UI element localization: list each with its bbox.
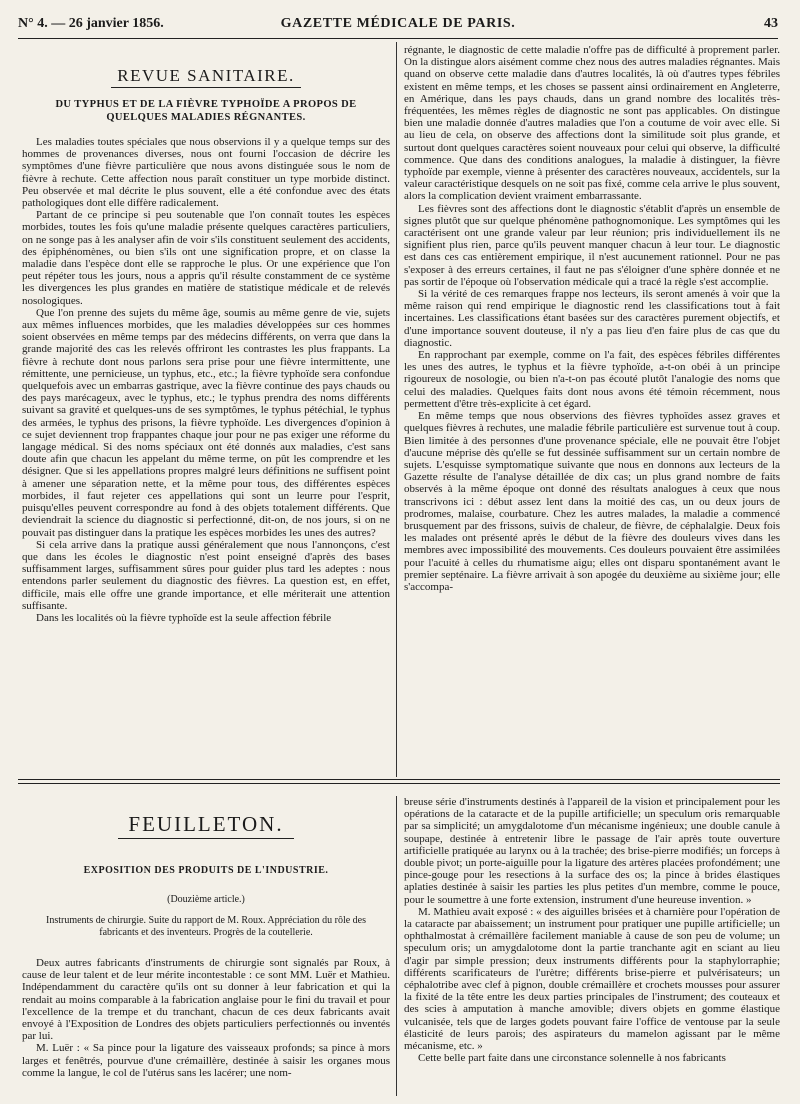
paragraph: Deux autres fabricants d'instruments de chirurgie sont signalés par Roux, à cause de leur talent et de leur mérite incontestable : ce sont MM. Luër et Mathieu. Indépendamment du caractère qu'ils ont su donner à leur fabrication et qui la rendait au moins comparable à la fabrication anglaise pour le fini du travail et pour l'excellence de la trempe et du tranchant, chacun de ces deux fabricants avait envoyé à l'Exposition de Londres des objets particuliers perfectionnés ou inventés par lui. (22, 957, 390, 1043)
paragraph: Si la vérité de ces remarques frappe nos lecteurs, ils seront amenés à voir que la même raison qui rend empirique le diagnostic rend les classifications tout à fait incertaines. Les classifications étant basées sur des caractères purement objectifs, et d'une importance souvent douteuse, il n'y a pas lieu d'en faire plus de cas que du diagnostic. (404, 288, 780, 349)
revue-right-column (404, 44, 780, 777)
section-heading (22, 66, 390, 86)
journal-title: GAZETTE MÉDICALE DE PARIS. (280, 16, 516, 31)
paragraph: M. Mathieu avait exposé : « des aiguilles brisées et à charnière pour l'opération de la cataracte par abaissement; un instrument pour pratiquer une pupille artificielle; un ophthalmostat à crémaillère facilement maniable à cause de son peu de volume; un speculum oris; un amygdalotome dont la partie tranchante agit en sciant au lieu d'agir par simple pression; deux instruments différents pour la staphylorraphie; différents scarificateurs de l'urètre; différents brise-pierre et pulvérisateurs; un céphalotribe avec clef à pignon, double crémaillère et crochets mousses pour assurer la fixité de la tête entre les deux parties principales de l'instrument; des couteaux et des scies à amputation à manche amovible; divers objets en gomme élastique vulcanisée, tels que de larges godets pouvant faire l'office de ventouse par la seule élasticité de leurs parois; des aspirateurs du mamelon agissant par le même mécanisme, etc. » (404, 905, 780, 1053)
paragraph: Si cela arrive dans la pratique aussi généralement que nous l'annonçons, c'est que dans les écoles le diagnostic n'est point enseigné d'après des bases suffisamment larges, suffisamment sûres pour guider plus tard les adeptes : nous entendons parler seulement du diagnostic des fièvres. La question est, en effet, difficile, mais elle offre une grande importance, et elle mériterait une attention suffisante. (22, 538, 390, 612)
page-number: 43 (764, 16, 778, 31)
paragraph: Les fièvres sont des affections dont le diagnostic s'établit d'après un ensemble de signes plutôt que sur quelque phénomène pathognomonique. Les symptômes qui les caractérisent ont une grande valeur par leur réunion; pris individuellement ils ne signifient plus rien, parce qu'ils peuvent manquer chacun à leur tour. Le diagnostic est dans ces cas entièrement empirique, il n'est aucunement rationnel. Pour ne pas s'exposer à des erreurs certaines, il faut ne pas s'éloigner d'une sphère donnée et ne pas sortir de l'époque où l'observation médicale qui a tracé la règle s'est accomplie. (404, 202, 780, 288)
feuilleton-divider (18, 779, 780, 780)
feuilleton-divider-secondary (18, 783, 780, 784)
running-head (18, 14, 778, 39)
feuilleton-article-number: (Douzième article.) (167, 894, 245, 905)
column-divider-bottom (396, 796, 397, 1096)
paragraph: régnante, le diagnostic de cette maladie n'offre pas de difficulté à proprement parler. On la distingue alors aisément comme chez nous des autres maladies régnantes. Mais quand on observe cette maladie dans d'autres localités, là où d'autres types fébriles existent en même temps, et les choses se passent ainsi ordinairement en Angleterre, en Amérique, dans les pays chauds, dans un grand nombre des localités très-fréquentées, les mêmes règles de diagnostic ne sont pas applicables. On distingue bien une maladie donnée d'autres maladies que l'on a coutume de voir avec elle. Si au lieu de cela, on observe des affections dont la similitude soit plus grande, et surtout dont quelques caractères soient nouveaux pour celui qui observe, la difficulté commence. Que dans des conditions analogues, la maladie à distinguer, la fièvre typhoïde par exemple, vienne à présenter des caractères nouveaux, accidentels, sur la valeur caractéristique desquels on ne soit pas fixé, comme cela arrive le plus souvent, alors la complication devient vraiment embarrassante. (404, 44, 780, 203)
paragraph: Cette belle part faite dans une circonstance solennelle à nos fabricants (418, 1052, 726, 1065)
paragraph: Les maladies toutes spéciales que nous observions il y a quelque temps sur des hommes de provenances diverses, nous ont fourni l'occasion de décrire les symptômes d'une fièvre particulière que nous avons distinguée sous le nom de fièvre à rechute. Cette affection nous paraît constituer un type morbide distinct. Peu observée et mal décrite le plus souvent, elle a été confondue avec des états pathologiques dont elle diffère radicalement. (22, 136, 390, 210)
feuilleton-right-column (404, 796, 780, 1096)
paragraph: Que l'on prenne des sujets du même âge, soumis au même genre de vie, sujets aux mêmes influences morbides, que les maladies développées sur ces hommes soient observées en même temps par des médecins différents, on verra que dans la grande majorité des cas les relevés offriront les contrastes les plus frappants. La fièvre à rechute dont nous parlons sera prise pour une fièvre intermittente, une rémittente, une pernicieuse, un typhus, etc., etc.; la fièvre typhoïde sera confondue quelquefois avec un embarras gastrique, avec la fièvre continue des pays chauds ou des pays marécageux, avec le typhus, etc.; le typhus prendra des noms différents suivant sa gravité et quelques-uns de ses symptômes, le typhus pétéchial, le typhus des armées, le typhus des prisons, la fièvre typhoïde. Les divergences d'opinion à ce sujet deviennent trop frappantes chaque jour pour ne pas exiger une réforme du langage médical. Si des noms spéciaux ont été donnés aux maladies, c'est sans doute afin que chacun les appelant du même terme, on pût les comprendre et les désigner. Que si les appellations propres malgré leurs définitions ne suffisent point à amener une séparation nette, et la même pour tous, des différentes espèces morbides, il faut rejeter ces appellations qui sont un leurre pour l'esprit, puisqu'elles peuvent correspondre au fond à des objets totalement différents. Que deviendrait la science du diagnostic si perfectionné, dit-on, de nos jours, si on ne pouvait pas distinguer dans la pratique les espèces morbides les unes des autres? (22, 306, 390, 539)
issue-number: N° 4. — 26 janvier 1856. (18, 16, 164, 31)
feuilleton-heading-wrap (22, 812, 390, 837)
feuilleton-left-column (22, 796, 390, 1096)
paragraph: breuse série d'instruments destinés à l'appareil de la vision et principalement pour les opérations de la cataracte et de la pupille artificielle; un speculum oris remarquable par sa simplicité; un amygdalotome d'un mécanisme ingénieux; une double canule à soupape, destinée à entretenir libre le passage de l'air après toute ouverture artificielle pratiquée au larynx ou à la trachée; des brise-pierre modifiés; un forceps à double pivot; un porte-aiguille pour la ligature des artères placées profondément; une pince-gouge pour les resections à la surface des os; la pince à brides élastiques aplaties destinée à saisir les parties les plus petites d'un membre, comme le pouce, pour le soumettre à une forte extension, instrument d'une heureuse invention. » (404, 796, 780, 906)
paragraph: En rapprochant par exemple, comme on l'a fait, des espèces fébriles différentes les unes des autres, le typhus et la fièvre typhoïde, a-t-on obéi à un principe rigoureux de nosologie, ou bien n'a-t-on pas écouté plutôt l'analogie des noms que celui des maladies. Quelques faits dont nous avons été témoin récemment, nous permettent d'être très-explicite à cet égard. (404, 349, 780, 410)
feuilleton-subtitle: EXPOSITION DES PRODUITS DE L'INDUSTRIE. (83, 865, 329, 876)
paragraph: M. Luër : « Sa pince pour la ligature des vaisseaux profonds; sa pince à mors larges et fenêtrés, pourvue d'une crémaillère, destinée à saisir les organes mous comme la langue, le col de l'utérus sans les lacérer; une nom- (22, 1042, 390, 1079)
revue-left-column (22, 44, 390, 777)
article-title: DU TYPHUS ET DE LA FIÈVRE TYPHOÏDE A PROPOS DE QUELQUES MALADIES RÉGNANTES. (55, 99, 357, 123)
revue-left-text (22, 136, 390, 624)
feuilleton-heading: FEUILLETON. (118, 812, 293, 839)
column-divider-top (396, 42, 397, 777)
paragraph: En même temps que nous observions des fièvres typhoïdes assez graves et quelques fièvres à rechutes, une maladie fébrile particulière est survenue tout à coup. Bien limitée à des personnes d'une provenance spéciale, elle ne pouvait être l'objet d'aucune méprise dès qu'elle se fut dessinée suffisamment sur un certain nombre de sujets. L'esquisse symptomatique suivante que nous en donnons aux lecteurs de la Gazette résulte de l'analyse détaillée de dix cas; un plus grand nombre de faits observés à la même époque ont donné des résultats analogues à ceux que nous transcrivons ici : début assez lent dans la moitié des cas, un ou deux jours de prodromes, malaise, courbature. Chez les autres malades, la maladie a commencé brusquement par des frissons, suivis de chaleur, de fièvre, de céphalalgie. Deux fois les malades ont présenté après le début de la fièvre des douleurs vives dans les membres avec impossibilité des mouvements. Ces douleurs pouvaient être assimilées pour l'acuité à celles du rhumatisme aigu; elles ont disparu spontanément avant le premier septénaire. La fièvre arrivait à son apogée du deuxième au sixième jour; elle s'accompa- (404, 410, 780, 593)
paragraph: Dans les localités où la fièvre typhoïde est la seule affection fébrile (36, 611, 332, 624)
paragraph: Partant de ce principe si peu soutenable que l'on connaît toutes les espèces morbides, toutes les fois qu'une maladie présente quelques caractères particuliers, on ne songe pas à les analyser afin de voir s'ils constituent seulement des accidents, des épiphénomènes, ou bien s'ils ont une signification propre, et on classe la maladie dans l'espèce dont elle se rapproche le plus. Or une expérience que l'on peut répéter tous les jours, nous a appris qu'il résulte constamment de ce système les divergences les plus grandes en matière de statistique médicale et de relevés nosologiques. (22, 209, 390, 307)
feuilleton-summary: Instruments de chirurgie. Suite du rapport de M. Roux. Appréciation du rôle des fabricants et des inventeurs. Progrès de la coutellerie. (45, 915, 367, 938)
revue-heading: REVUE SANITAIRE. (111, 66, 301, 88)
